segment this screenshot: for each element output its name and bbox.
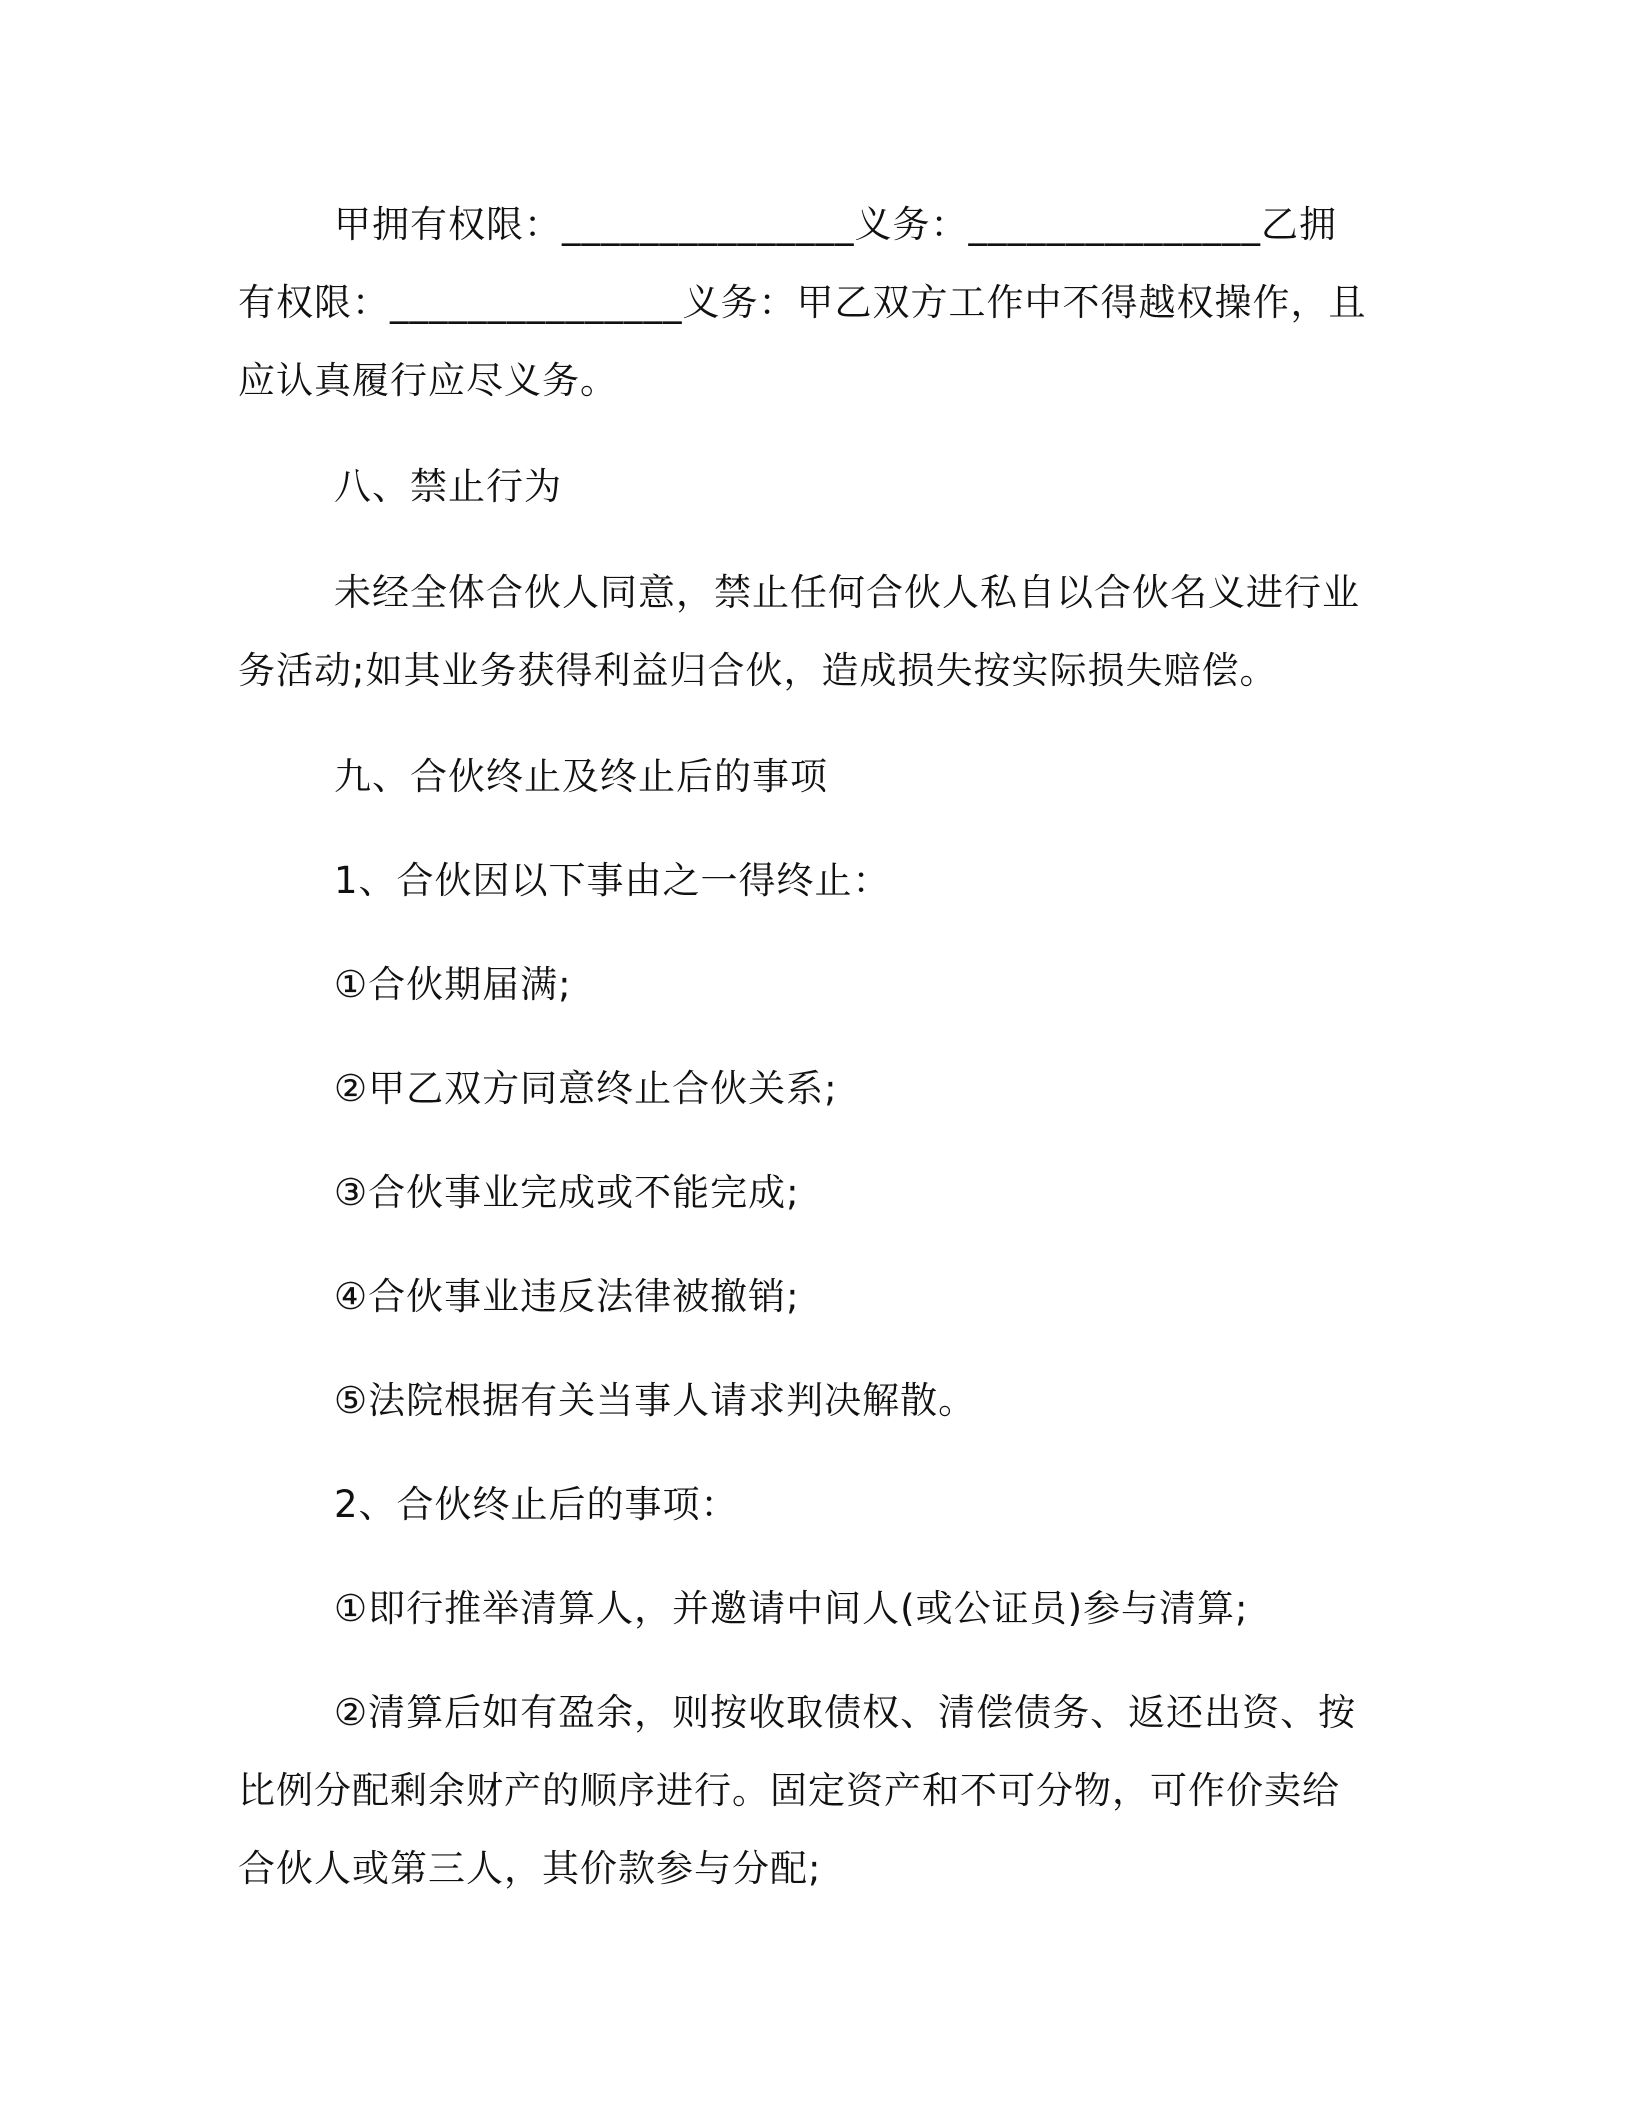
- section-heading-prohibited-conduct: 八、禁止行为: [334, 465, 562, 508]
- list-item-post-2: ②清算后如有盈余，则按收取债权、清偿债务、返还出资、按比例分配剩余财产的顺序进行。固定资产和不可分物，可作价卖给合伙人或第三人，其价款参与分配;: [238, 1691, 1357, 1890]
- paragraph-rights-duties: 甲拥有权限：_______________义务：_______________乙拥有权限：_______________义务：甲乙双方工作中不得越权操作，且应认真履行应尽义务。: [238, 203, 1367, 402]
- list-item-cause-2: ②甲乙双方同意终止合伙关系;: [334, 1067, 838, 1110]
- list-item-cause-3: ③合伙事业完成或不能完成;: [334, 1171, 800, 1214]
- list-item-cause-4: ④合伙事业违反法律被撤销;: [334, 1275, 800, 1318]
- document-body: [238, 186, 1374, 1908]
- list-item-cause-1: ①合伙期届满;: [334, 963, 572, 1006]
- paragraph-post-termination: 2、合伙终止后的事项：: [334, 1483, 739, 1526]
- list-item-post-1: ①即行推举清算人，并邀请中间人(或公证员)参与清算;: [334, 1587, 1249, 1630]
- section-heading-termination: 九、合伙终止及终止后的事项: [334, 755, 828, 798]
- list-item-cause-5: ⑤法院根据有关当事人请求判决解散。: [334, 1379, 977, 1422]
- paragraph-termination-causes: 1、合伙因以下事由之一得终止：: [334, 859, 891, 902]
- paragraph-prohibited-conduct: 未经全体合伙人同意，禁止任何合伙人私自以合伙名义进行业务活动;如其业务获得利益归合伙，造成损失按实际损失赔偿。: [238, 571, 1360, 692]
